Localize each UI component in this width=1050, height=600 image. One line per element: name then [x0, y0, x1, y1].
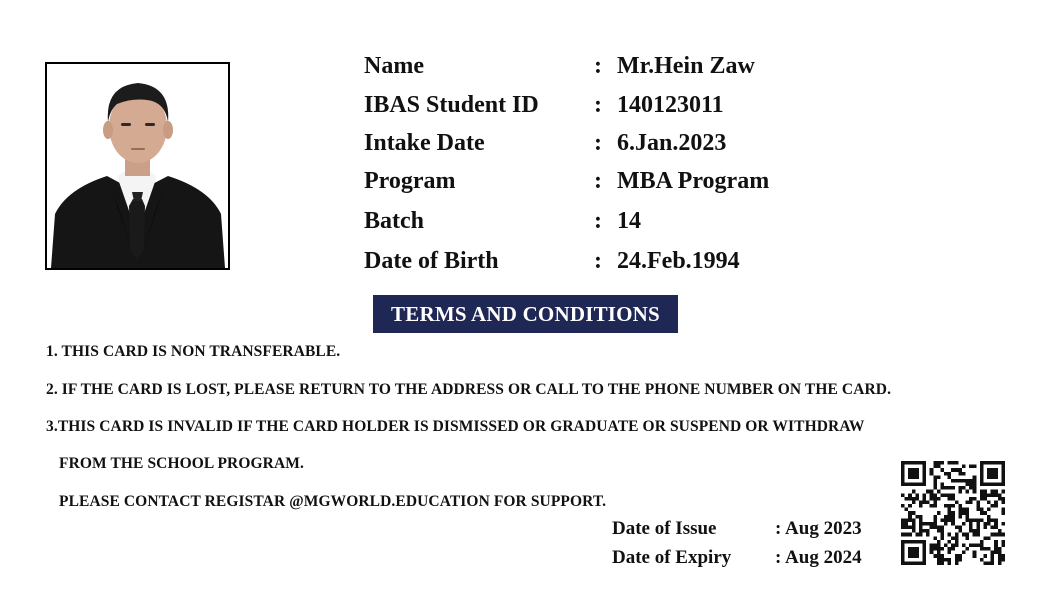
info-value: 140123011 — [617, 92, 724, 118]
info-colon: : — [594, 53, 602, 79]
expiry-date-value: : Aug 2024 — [775, 547, 862, 568]
info-value: 14 — [617, 208, 641, 234]
term-line-2: 2. IF THE CARD IS LOST, PLEASE RETURN TO THE ADDRESS OR CALL TO THE PHONE NUMBER ON THE CARD. — [46, 381, 892, 398]
info-colon: : — [594, 130, 602, 156]
student-photo — [45, 62, 230, 270]
info-value: 6.Jan.2023 — [617, 130, 727, 156]
issue-date-label: Date of Issue — [612, 518, 717, 539]
portrait-photo-image — [47, 64, 228, 268]
info-colon: : — [594, 248, 602, 274]
info-value: Mr.Hein Zaw — [617, 53, 755, 79]
terms-heading: TERMS AND CONDITIONS — [373, 295, 678, 333]
support-contact-line: PLEASE CONTACT REGISTAR @MGWORLD.EDUCATION FOR SUPPORT. — [59, 493, 607, 510]
term-line-3: 3.THIS CARD IS INVALID IF THE CARD HOLDER IS DISMISSED OR GRADUATE OR SUSPEND OR WITHDRAW — [46, 418, 865, 435]
info-label: IBAS Student ID — [364, 92, 539, 118]
info-colon: : — [594, 168, 602, 194]
info-colon: : — [594, 208, 602, 234]
info-label: Intake Date — [364, 130, 485, 156]
info-colon: : — [594, 92, 602, 118]
term-line-3-continued: FROM THE SCHOOL PROGRAM. — [59, 455, 304, 472]
info-label: Date of Birth — [364, 248, 499, 274]
info-label: Name — [364, 53, 424, 79]
info-label: Batch — [364, 208, 424, 234]
info-value: MBA Program — [617, 168, 770, 194]
issue-date-value: : Aug 2023 — [775, 518, 862, 539]
info-label: Program — [364, 168, 456, 194]
expiry-date-label: Date of Expiry — [612, 547, 732, 568]
term-line-1: 1. THIS CARD IS NON TRANSFERABLE. — [46, 343, 341, 360]
qr-code-icon — [901, 461, 1005, 565]
info-value: 24.Feb.1994 — [617, 248, 740, 274]
